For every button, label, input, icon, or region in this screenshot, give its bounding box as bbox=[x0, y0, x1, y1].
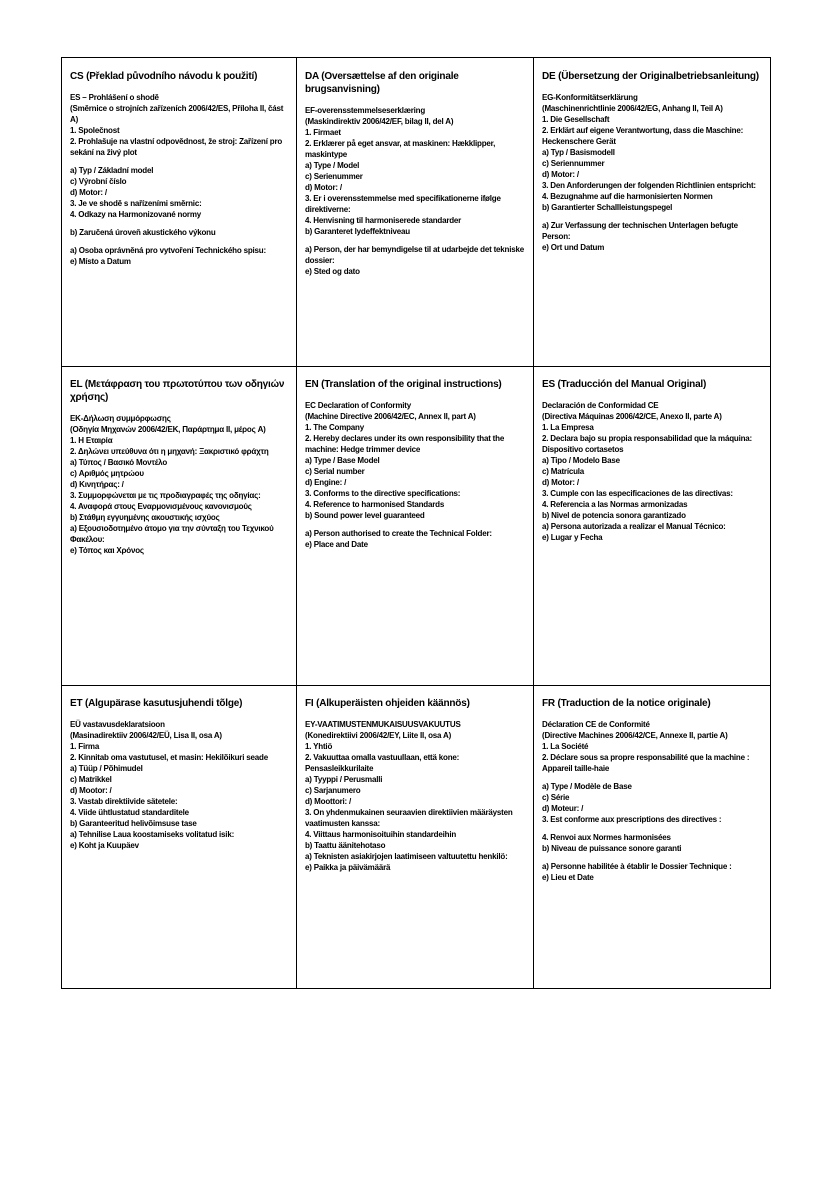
declaration-line: a) Type / Base Model bbox=[305, 456, 380, 465]
declaration-line: (Směrnice o strojních zařízeních 2006/42/ES, Příloha II, část A) bbox=[70, 104, 284, 124]
declaration-line: a) Τύπος / Βασικό Μοντέλο bbox=[70, 458, 168, 467]
declaration-line: 1. La Société bbox=[542, 742, 589, 751]
declaration-line: b) Garanteret lydeffektniveau bbox=[305, 227, 410, 236]
declaration-line: b) Garanteeritud helivõimsuse tase bbox=[70, 819, 197, 828]
declaration-line: c) Matrícula bbox=[542, 467, 585, 476]
declaration-line: (Maskindirektiv 2006/42/EF, bilag II, del A) bbox=[305, 117, 454, 126]
declaration-line: EY-VAATIMUSTENMUKAISUUSVAKUUTUS bbox=[305, 720, 461, 729]
cell-el bbox=[62, 366, 297, 685]
spacer bbox=[542, 774, 762, 781]
declaration-line: 3. Er i overensstemmelse med specifikationerne ifølge direktiverne: bbox=[305, 194, 501, 214]
declaration-line: 2. Δηλώνει υπεύθυνα ότι η μηχανή: Ξακριστικό φράχτη bbox=[70, 447, 269, 456]
spacer bbox=[70, 158, 288, 165]
declaration-line: a) Type / Modèle de Base bbox=[542, 782, 632, 791]
declaration-line: b) Στάθμη εγγυημένης ακουστικής ισχύος bbox=[70, 513, 220, 522]
declaration-line: a) Typ / Základní model bbox=[70, 166, 154, 175]
declaration-line: d) Moteur: / bbox=[542, 804, 584, 813]
declaration-line: b) Niveau de puissance sonore garanti bbox=[542, 844, 682, 853]
declaration-line: b) Taattu äänitehotaso bbox=[305, 841, 386, 850]
section-title: DE (Übersetzung der Originalbetriebsanleitung) bbox=[542, 71, 759, 82]
declaration-line: a) Tyyppi / Perusmalli bbox=[305, 775, 383, 784]
spacer bbox=[542, 213, 762, 220]
declaration-line: 4. Bezugnahme auf die harmonisierten Normen bbox=[542, 192, 713, 201]
declaration-line: 2. Prohlašuje na vlastní odpovědnost, že stroj: Zařízení pro sekání na živý plot bbox=[70, 137, 283, 157]
declaration-line: b) Sound power level guaranteed bbox=[305, 511, 425, 520]
cell-en bbox=[297, 366, 534, 685]
cell-et bbox=[62, 685, 297, 988]
declaration-line: a) Person authorised to create the Technical Folder: bbox=[305, 529, 492, 538]
declaration-line: a) Tipo / Modelo Base bbox=[542, 456, 620, 465]
grid-row-3 bbox=[62, 685, 770, 988]
declaration-line: d) Motor: / bbox=[542, 478, 579, 487]
declaration-line: c) Serial number bbox=[305, 467, 365, 476]
declaration-line: a) Persona autorizada a realizar el Manual Técnico: bbox=[542, 522, 726, 531]
section-title: FR (Traduction de la notice originale) bbox=[542, 698, 711, 709]
declaration-line: e) Τόπος και Χρόνος bbox=[70, 546, 144, 555]
declaration-line: 3. Den Anforderungen der folgenden Richtlinien entspricht: bbox=[542, 181, 756, 190]
section-title: ES (Traducción del Manual Original) bbox=[542, 379, 707, 390]
declaration-line: d) Motor: / bbox=[542, 170, 579, 179]
spacer bbox=[305, 521, 525, 528]
cell-fi bbox=[297, 685, 534, 988]
declaration-line: 4. Viide ühtlustatud standarditele bbox=[70, 808, 189, 817]
declaration-line: 1. Η Εταιρία bbox=[70, 436, 113, 445]
declaration-line: a) Typ / Basismodell bbox=[542, 148, 615, 157]
declaration-line: a) Person, der har bemyndigelse til at udarbejde det tekniske dossier: bbox=[305, 245, 524, 265]
declaration-line: c) Matrikkel bbox=[70, 775, 112, 784]
declaration-line: e) Lieu et Date bbox=[542, 873, 594, 882]
declaration-line: c) Výrobní číslo bbox=[70, 177, 127, 186]
section-title: EL (Μετάφραση του πρωτοτύπου των οδηγιών χρήσης) bbox=[70, 379, 285, 403]
cell-es bbox=[534, 366, 770, 685]
declaration-line: 4. Viittaus harmonisoituihin standardeihin bbox=[305, 830, 457, 839]
section-title: FI (Alkuperäisten ohjeiden käännös) bbox=[305, 698, 470, 709]
declaration-line: 1. Firma bbox=[70, 742, 100, 751]
declaration-line: 2. Kinnitab oma vastutusel, et masin: Hekilõikuri seade bbox=[70, 753, 268, 762]
declaration-line: EG-Konformitätserklärung bbox=[542, 93, 638, 102]
grid-row-2 bbox=[62, 366, 770, 686]
declaration-line: 4. Odkazy na Harmonizované normy bbox=[70, 210, 201, 219]
cell-cs bbox=[62, 58, 297, 366]
grid-row-1 bbox=[62, 58, 770, 367]
declaration-line: e) Ort und Datum bbox=[542, 243, 605, 252]
declaration-line: 3. On yhdenmukainen seuraavien direktiivien määräysten vaatimusten kanssa: bbox=[305, 808, 513, 828]
declaration-line: e) Paikka ja päivämäärä bbox=[305, 863, 391, 872]
declaration-line: (Directive Machines 2006/42/CE, Annexe II, partie A) bbox=[542, 731, 728, 740]
declaration-line: c) Serienummer bbox=[305, 172, 363, 181]
declaration-line: 4. Referencia a las Normas armonizadas bbox=[542, 500, 688, 509]
declaration-line: 1. Die Gesellschaft bbox=[542, 115, 610, 124]
declaration-line: d) Motor: / bbox=[70, 188, 107, 197]
declaration-line: 1. Společnost bbox=[70, 126, 120, 135]
declaration-line: 1. La Empresa bbox=[542, 423, 594, 432]
declaration-line: d) Motor: / bbox=[305, 183, 342, 192]
declaration-line: 3. Conforms to the directive specifications: bbox=[305, 489, 461, 498]
declaration-line: b) Zaručená úroveň akustického výkonu bbox=[70, 228, 216, 237]
declaration-line: 2. Erklærer på eget ansvar, at maskinen: Hækklipper, maskintype bbox=[305, 139, 496, 159]
declaration-line: (Directiva Máquinas 2006/42/CE, Anexo II, parte A) bbox=[542, 412, 722, 421]
declaration-line: 2. Erklärt auf eigene Verantwortung, dass die Maschine: Heckenschere Gerät bbox=[542, 126, 744, 146]
declaration-line: Declaración de Conformidad CE bbox=[542, 401, 659, 410]
declaration-line: c) Seriennummer bbox=[542, 159, 605, 168]
declaration-line: (Maschinenrichtlinie 2006/42/EG, Anhang II, Teil A) bbox=[542, 104, 723, 113]
declaration-line: 2. Vakuuttaa omalla vastuullaan, että kone: Pensasleikkurilaite bbox=[305, 753, 460, 773]
declaration-line: 1. Yhtiö bbox=[305, 742, 333, 751]
declaration-line: b) Garantierter Schallleistungspegel bbox=[542, 203, 673, 212]
declaration-line: e) Lugar y Fecha bbox=[542, 533, 603, 542]
cell-fr bbox=[534, 685, 770, 988]
declaration-line: b) Nivel de potencia sonora garantizado bbox=[542, 511, 686, 520]
declaration-line: c) Série bbox=[542, 793, 570, 802]
declaration-grid bbox=[61, 57, 771, 989]
spacer bbox=[305, 237, 525, 244]
declaration-line: e) Místo a Datum bbox=[70, 257, 131, 266]
declaration-line: Déclaration CE de Conformité bbox=[542, 720, 650, 729]
declaration-line: a) Tüüp / Põhimudel bbox=[70, 764, 143, 773]
declaration-line: EF-overensstemmelseserklæring bbox=[305, 106, 426, 115]
declaration-line: 1. Firmaet bbox=[305, 128, 341, 137]
declaration-line: 4. Henvisning til harmoniserede standarder bbox=[305, 216, 462, 225]
spacer bbox=[70, 238, 288, 245]
cell-da bbox=[297, 58, 534, 366]
declaration-line: 2. Hereby declares under its own responsibility that the machine: Hedge trimmer device bbox=[305, 434, 505, 454]
declaration-line: c) Αριθμός μητρώου bbox=[70, 469, 144, 478]
declaration-line: d) Moottori: / bbox=[305, 797, 352, 806]
declaration-line: 2. Déclare sous sa propre responsabilité que la machine : Appareil taille-haie bbox=[542, 753, 750, 773]
declaration-line: ΕΚ-Δήλωση συμμόρφωσης bbox=[70, 414, 171, 423]
declaration-line: a) Tehnilise Laua koostamiseks volitatud isik: bbox=[70, 830, 235, 839]
declaration-line: e) Koht ja Kuupäev bbox=[70, 841, 139, 850]
declaration-line: 3. Je ve shodě s nařízeními směrnic: bbox=[70, 199, 202, 208]
declaration-line: d) Mootor: / bbox=[70, 786, 112, 795]
declaration-line: ES – Prohlášení o shodě bbox=[70, 93, 159, 102]
declaration-line: 3. Vastab direktiivide sätetele: bbox=[70, 797, 178, 806]
declaration-line: 4. Αναφορά στους Εναρμονισμένους κανονισμούς bbox=[70, 502, 252, 511]
declaration-line: 4. Reference to harmonised Standards bbox=[305, 500, 445, 509]
section-title: ET (Algupärase kasutusjuhendi tõlge) bbox=[70, 698, 243, 709]
declaration-line: (Konedirektiivi 2006/42/EY, Liite II, osa A) bbox=[305, 731, 452, 740]
spacer bbox=[70, 220, 288, 227]
declaration-line: d) Engine: / bbox=[305, 478, 347, 487]
declaration-line: (Masinadirektiiv 2006/42/EÜ, Lisa II, osa A) bbox=[70, 731, 222, 740]
spacer bbox=[542, 825, 762, 832]
spacer bbox=[542, 854, 762, 861]
declaration-line: (Οδηγία Μηχανών 2006/42/ΕΚ, Παράρτημα II, μέρος A) bbox=[70, 425, 266, 434]
declaration-line: a) Zur Verfassung der technischen Unterlagen befugte Person: bbox=[542, 221, 738, 241]
declaration-line: 3. Συμμορφώνεται με τις προδιαγραφές της οδηγίας: bbox=[70, 491, 261, 500]
declaration-line: 3. Cumple con las especificaciones de las directivas: bbox=[542, 489, 733, 498]
declaration-line: 3. Est conforme aux prescriptions des directives : bbox=[542, 815, 722, 824]
declaration-line: c) Sarjanumero bbox=[305, 786, 361, 795]
declaration-line: EÜ vastavusdeklaratsioon bbox=[70, 720, 165, 729]
declaration-line: (Machine Directive 2006/42/EC, Annex II, part A) bbox=[305, 412, 476, 421]
section-title: EN (Translation of the original instructions) bbox=[305, 379, 502, 390]
declaration-line: EC Declaration of Conformity bbox=[305, 401, 411, 410]
declaration-line: 1. The Company bbox=[305, 423, 364, 432]
section-title: CS (Překlad původního návodu k použití) bbox=[70, 71, 258, 82]
declaration-line: a) Εξουσιοδοτημένο άτομο για την σύνταξη του Τεχνικού Φακέλου: bbox=[70, 524, 274, 544]
declaration-line: e) Place and Date bbox=[305, 540, 368, 549]
declaration-line: d) Κινητήρας: / bbox=[70, 480, 124, 489]
declaration-line: 2. Declara bajo su propia responsabilidad que la máquina: Dispositivo cortasetos bbox=[542, 434, 752, 454]
declaration-line: e) Sted og dato bbox=[305, 267, 360, 276]
declaration-line: a) Personne habilitée à établir le Dossier Technique : bbox=[542, 862, 732, 871]
declaration-line: a) Teknisten asiakirjojen laatimiseen valtuutettu henkilö: bbox=[305, 852, 508, 861]
section-title: DA (Oversættelse af den originale brugsanvisning) bbox=[305, 71, 459, 95]
declaration-line: a) Type / Model bbox=[305, 161, 360, 170]
declaration-line: 4. Renvoi aux Normes harmonisées bbox=[542, 833, 671, 842]
declaration-line: a) Osoba oprávněná pro vytvoření Technického spisu: bbox=[70, 246, 266, 255]
cell-de bbox=[534, 58, 770, 366]
